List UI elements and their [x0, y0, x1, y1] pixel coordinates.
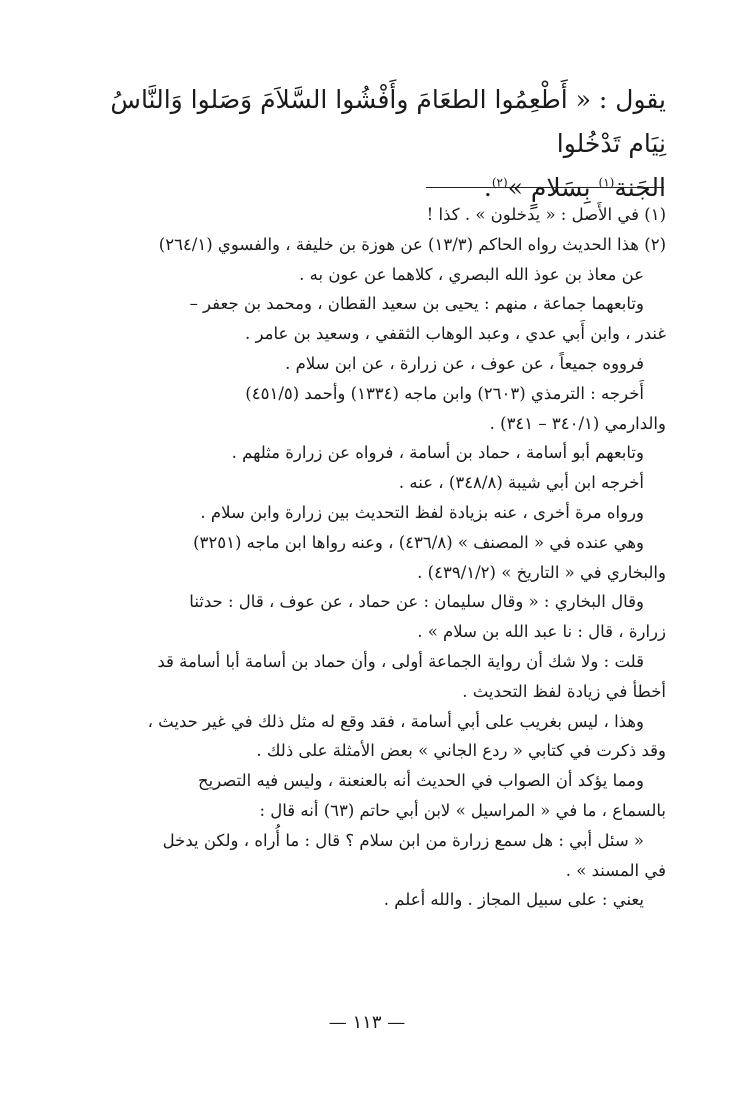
- main-text-period: .: [483, 173, 492, 202]
- footnote-2-line-11: وهي عنده في « المصنف » (٤٣٦/٨) ، وعنه رواها ابن ماجه (٣٢٥١): [193, 532, 644, 552]
- footnote-2-line-3: وتابعهما جماعة ، منهم : يحيى بن سعيد القطان ، ومحمد بن جعفر –: [189, 294, 644, 314]
- footnote-2-line-21: « سئل أبي : هل سمع زرارة من ابن سلام ؟ قال : ما أُراه ، ولكن يدخل: [162, 830, 644, 850]
- footnote-2-line-17: وهذا ، ليس بغريب على أبي أسامة ، فقد وقع له مثل ذلك في غير حديث ،: [147, 711, 644, 731]
- footnote-2-line-16: أخطأ في زيادة لفظ التحديث .: [462, 681, 666, 701]
- footnote-2-line-15: قلت : ولا شك أن رواية الجماعة أولى ، وأن حماد بن أسامة أبا أسامة قد: [157, 651, 644, 671]
- footnote-2-line-4: غندر ، وابن أَبي عدي ، وعبد الوهاب الثقفي ، وسعيد بن عامر .: [245, 324, 666, 344]
- main-text-line-1: يقول : « أَطْعِمُوا الطعَامَ وأَفْشُوا السَّلاَمَ وَصَلوا وَالنَّاسُ نِيَام تَدْخُلوا: [110, 85, 666, 158]
- footnote-2-line-18: وقد ذكرت في كتابي « ردع الجاني » بعض الأمثلة على ذلك .: [256, 741, 666, 761]
- footnote-marker-2[interactable]: (٢): [491, 175, 508, 190]
- footnote-marker-1[interactable]: (١): [598, 175, 615, 190]
- footnotes: [68, 200, 666, 915]
- page-number: — ١١٣ —: [328, 1012, 406, 1033]
- footnote-2-line-8: وتابعهم أبو أسامة ، حماد بن أسامة ، فرواه عن زرارة مثلهم .: [231, 443, 644, 463]
- footnote-2-line-20: بالسماع ، ما في « المراسيل » لابن أبي حاتم (٦٣) أنه قال :: [259, 800, 666, 820]
- footnote-2-line-14: زرارة ، قال : نا عبد الله بن سلام » .: [417, 622, 666, 642]
- footnote-2-line-19: ومما يؤكد أن الصواب في الحديث أنه بالعنعنة ، وليس فيه التصريح: [197, 771, 644, 791]
- footnote-2-line-10: ورواه مرة أخرى ، عنه بزيادة لفظ التحديث بين زرارة وابن سلام .: [200, 502, 644, 522]
- main-text-word-bisalam: بِسَلامٍ »: [507, 173, 591, 202]
- footnote-2-line-23: يعني : على سبيل المجاز . والله أعلم .: [383, 890, 644, 910]
- footnote-2-line-1: (٢) هذا الحديث رواه الحاكم (١٣/٣) عن هوزة بن خليفة ، والفسوي (٢٦٤/١): [158, 234, 666, 254]
- footnote-2-line-22: في المسند » .: [565, 860, 666, 880]
- footnote-2-line-9: أخرجه ابن أبي شيبة (٣٤٨/٨) ، عنه .: [398, 473, 644, 493]
- footnote-2-line-7: والدارمي (٣٤٠/١ – ٣٤١) .: [489, 413, 666, 433]
- footnote-2-line-13: وقال البخاري : « وقال سليمان : عن حماد ، عن عوف ، قال : حدثنا: [189, 592, 644, 612]
- footnote-separator: [426, 187, 664, 188]
- footnote-2-line-5: فرووه جميعاً ، عن عوف ، عن زرارة ، عن ابن سلام .: [285, 353, 644, 373]
- main-text-word-janna: الجَنة: [614, 173, 666, 202]
- footnote-2-line-12: والبخاري في « التاريخ » (٤٣٩/١/٢) .: [417, 562, 666, 582]
- footnote-2-line-6: أَخرجه : الترمذي (٢٦٠٣) وابن ماجه (١٣٣٤) وأحمد (٤٥١/٥): [245, 383, 644, 403]
- footnote-1: (١) في الأَصل : « يدخلون » . كذا !: [426, 205, 666, 224]
- footnote-2-line-2: عن معاذ بن عوذ الله البصري ، كلاهما عن عون به .: [299, 264, 644, 284]
- main-text: [66, 78, 666, 210]
